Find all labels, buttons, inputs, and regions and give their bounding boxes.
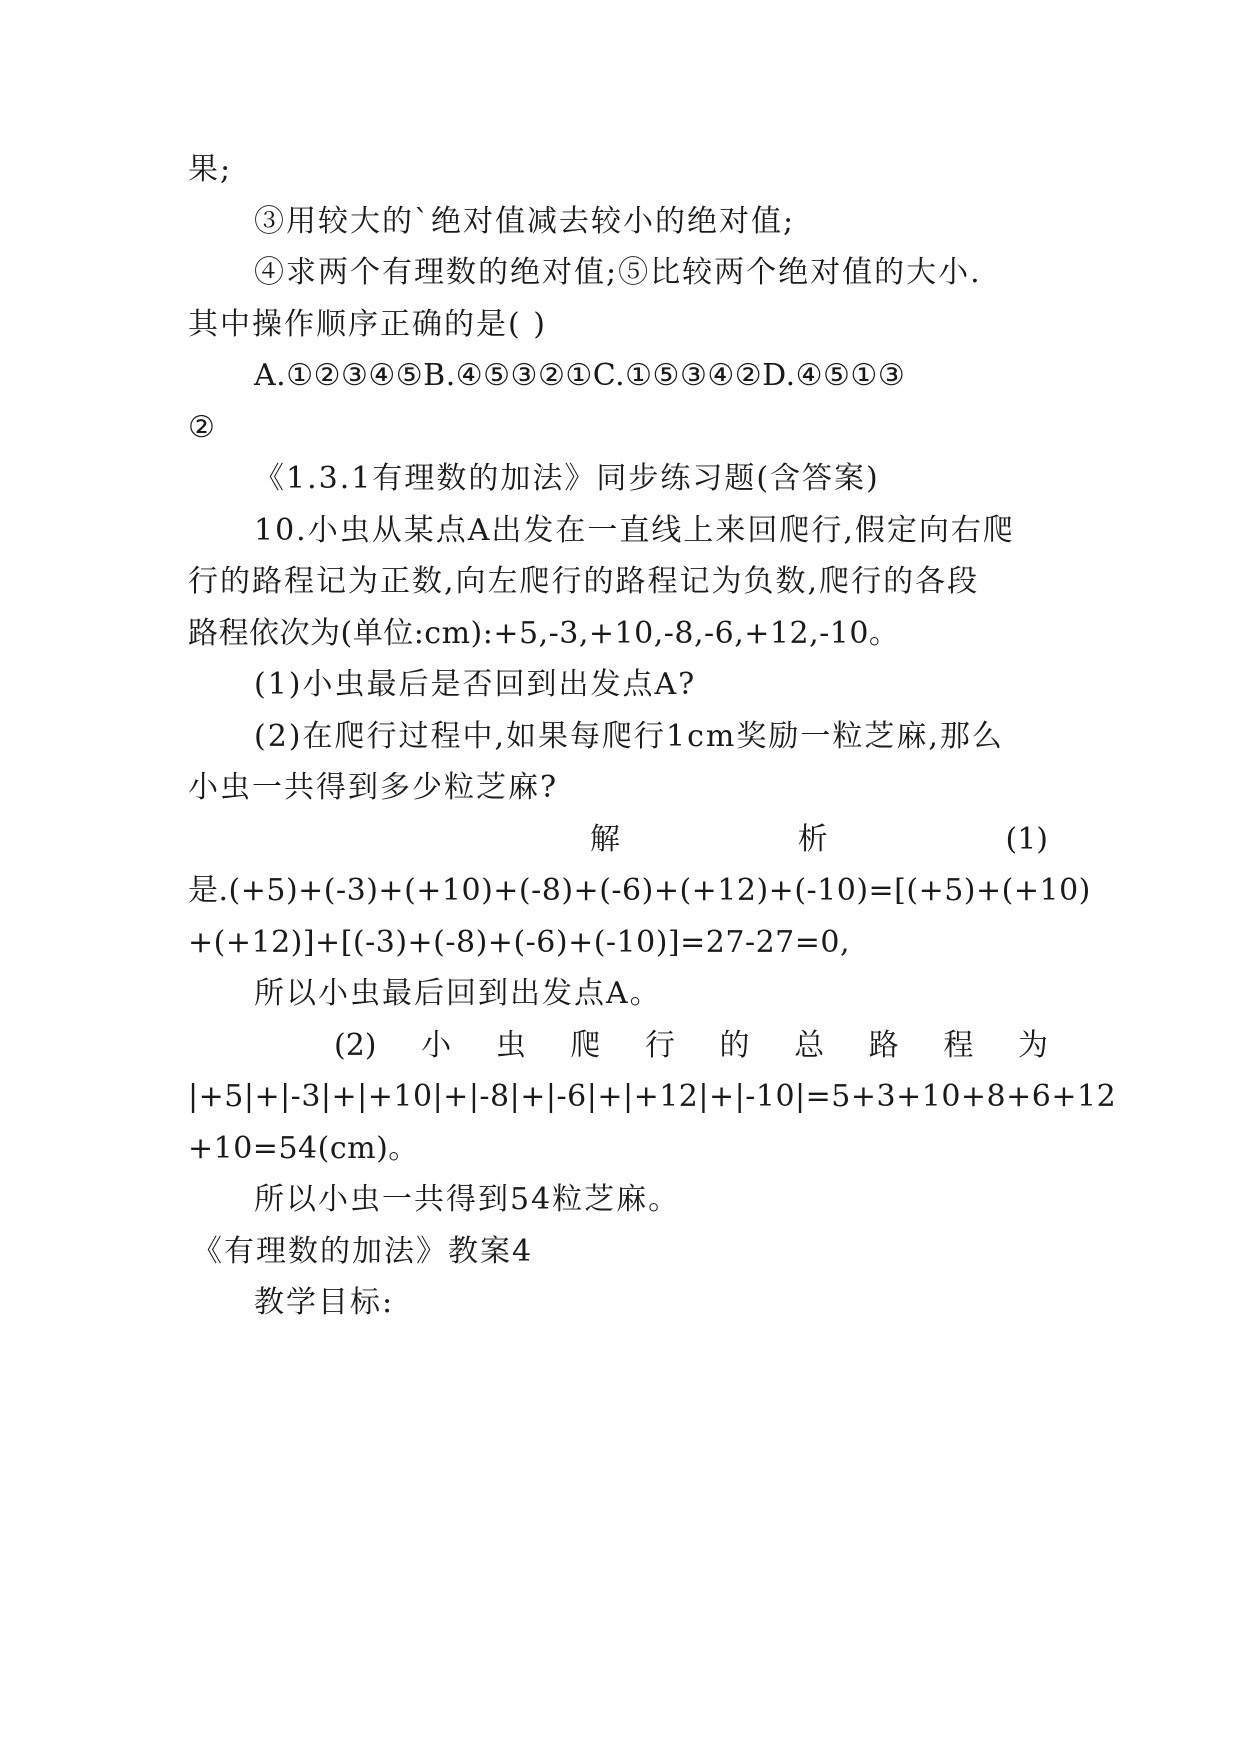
solution-word: 解: [590, 822, 620, 857]
question-text: 路程依次为(单位:cm):+5,-3,+10,-8,-6,+12,-10。: [188, 616, 900, 651]
section-title: 《1.3.1有理数的加法》同步练习题(含答案): [254, 461, 880, 496]
text-line: 果;: [188, 152, 233, 187]
solution-text: 是.(+5)+(-3)+(+10)+(-8)+(-6)+(+12)+(-10)=[(+5)+(+10): [188, 873, 1091, 908]
solution-word: 析: [797, 822, 828, 857]
answer-options: A.①②③④⑤B.④⑤③②①C.①⑤③④②D.④⑤①③: [254, 358, 906, 393]
sub-question: (1)小虫最后是否回到出发点A?: [254, 667, 697, 702]
solution-word: 爬: [570, 1028, 601, 1063]
text-line: 其中操作顺序正确的是( ): [188, 307, 547, 342]
text-line: ④求两个有理数的绝对值;⑤比较两个绝对值的大小.: [254, 255, 982, 290]
solution-text: 所以小虫最后回到出发点A。: [254, 976, 662, 1011]
sub-question: (2)在爬行过程中,如果每爬行1cm奖励一粒芝麻,那么: [254, 719, 1004, 754]
solution-word: (2): [334, 1028, 377, 1063]
text-line: ③用较大的`绝对值减去较小的绝对值;: [254, 204, 796, 239]
solution-word: 的: [719, 1028, 750, 1063]
solution-text: +10=54(cm)。: [188, 1131, 419, 1166]
solution-word: 程: [943, 1028, 974, 1063]
solution-heading: [590, 820, 1048, 860]
question-text: 行的路程记为正数,向左爬行的路程记为负数,爬行的各段: [188, 564, 980, 599]
solution-text: +(+12)]+[(-3)+(-8)+(-6)+(-10)]=27-27=0,: [188, 925, 851, 960]
subheading: 教学目标:: [254, 1285, 395, 1320]
solution-word: 为: [1017, 1028, 1048, 1063]
solution-text: 所以小虫一共得到54粒芝麻。: [254, 1182, 681, 1217]
sub-question: 小虫一共得到多少粒芝麻?: [188, 770, 559, 805]
solution-word: 行: [644, 1028, 675, 1063]
solution-word: 总: [794, 1028, 825, 1063]
section-title: 《有理数的加法》教案4: [192, 1234, 534, 1269]
text-line: ②: [188, 410, 217, 445]
question-text: 10.小虫从某点A出发在一直线上来回爬行,假定向右爬: [254, 513, 1015, 548]
solution-word: (1): [1005, 822, 1048, 857]
solution-word: 路: [868, 1028, 899, 1063]
solution-word: 虫: [495, 1028, 526, 1063]
solution-heading-2: [334, 1026, 1048, 1066]
solution-text: |+5|+|-3|+|+10|+|-8|+|-6|+|+12|+|-10|=5+3+10+8+6+12: [188, 1079, 1117, 1114]
solution-word: 小: [421, 1028, 452, 1063]
